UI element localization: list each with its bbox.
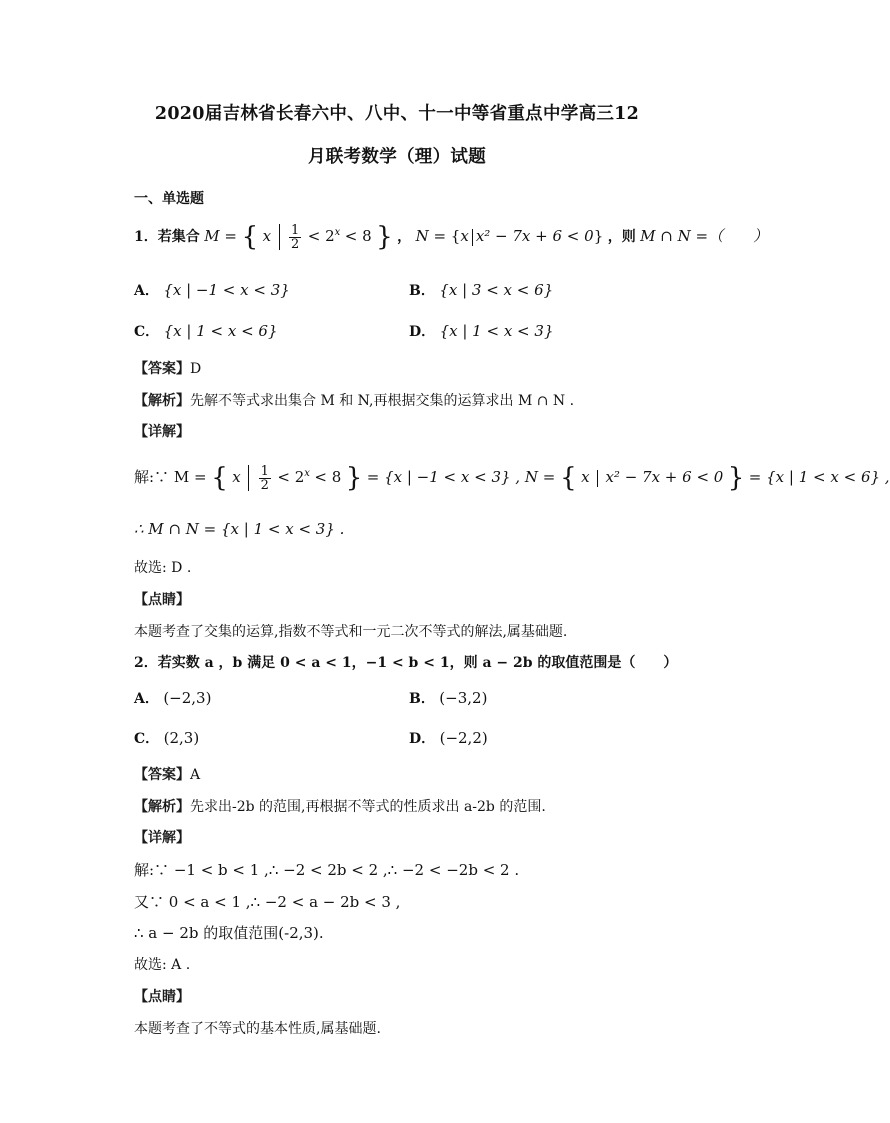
q1-set-m-bar [279, 224, 280, 250]
q2-solution-line2: 又∵ 0 < a < 1 ,∴ −2 < a − 2b < 3 , [134, 893, 401, 911]
q1-opt-a-text: {x | −1 < x < 3} [163, 281, 290, 299]
q1-opt-c-label: C． [134, 324, 160, 340]
q1-sol1-i: = {x | 1 < x < 6} , [748, 468, 890, 486]
q1-opt-b-text: {x | 3 < x < 6} [439, 281, 554, 299]
q1-option-a [134, 280, 290, 300]
q1-sol1-brace2-close: } [727, 463, 745, 493]
q2-opt-b-label: B． [409, 691, 435, 707]
q1-sol1-frac-num: 1 [260, 463, 269, 479]
q1-fraction [289, 224, 301, 251]
q1-comment-heading [134, 589, 190, 609]
q2-solution-line1: 解:∵ −1 < b < 1 ,∴ −2 < 2b < 2 ,∴ −2 < −2b < 2 . [134, 861, 520, 879]
q2-opt-b-text: (−3,2) [439, 689, 488, 707]
q1-sol1-d: x [304, 468, 310, 479]
q2-comment-heading [134, 986, 190, 1006]
q1-opt-c-text: {x | 1 < x < 6} [163, 322, 278, 340]
document-title-line2: 月联考数学（理）试题 [308, 147, 486, 167]
q1-set-m-sup: x [334, 227, 341, 238]
q1-set-n-var: x [460, 227, 469, 245]
q1-sep: ， [397, 229, 412, 245]
q1-brace-open: { [241, 222, 259, 252]
q2-opt-a-text: (−2,3) [163, 689, 212, 707]
q1-option-b [409, 280, 553, 300]
q1-answer [134, 358, 201, 378]
question-2-stem: 2．若实数 a ，b 满足 0 < a < 1，−1 < b < 1，则 a − 2b 的取值范围是（ ） [134, 655, 678, 671]
q1-sol1-bar2 [597, 470, 598, 487]
q1-sol1-c: < 2 [277, 468, 305, 486]
q1-set-m-ineq: < 2 [307, 227, 335, 245]
q2-option-a [134, 688, 211, 708]
q1-sol1-g: x [581, 468, 590, 486]
q2-detail-tag: 【 详解 】 [134, 830, 190, 846]
q1-option-d [409, 321, 554, 341]
q1-opt-d-text: {x | 1 < x < 3} [439, 322, 554, 340]
q1-set-n-body: x² − 7x + 6 < 0 [475, 227, 594, 245]
q1-opt-d-label: D． [409, 324, 436, 340]
q1-solution-line2: ∴ M ∩ N = {x | 1 < x < 3} . [134, 520, 345, 538]
q1-sol1-frac-den: 2 [260, 477, 269, 493]
q1-set-n-bar [472, 229, 473, 246]
q2-comment-text: 本题考查了不等式的基本性质,属基础题. [134, 1021, 381, 1037]
q1-sol1-brace2-open: { [560, 463, 577, 493]
q1-analysis-tag: 【 解析 】 [134, 393, 190, 409]
q1-sol1-bar [248, 465, 249, 491]
q2-analysis [134, 796, 546, 816]
q1-sol1-fraction [259, 465, 271, 492]
q2-analysis-tag: 【 解析 】 [134, 799, 190, 815]
document-title-line1: 2020届吉林省长春六中、八中、十一中等省重点中学高三12 [154, 104, 640, 124]
question-1-stem [134, 222, 768, 252]
q1-set-n-brace-open: { [450, 227, 461, 245]
q2-opt-d-text: (−2,2) [439, 729, 488, 747]
q2-opt-a-label: A． [134, 691, 159, 707]
q2-answer-value: A [190, 767, 201, 783]
q1-solution-line1 [134, 463, 890, 493]
q1-answer-tag: 【 答案 】 [134, 361, 190, 377]
q1-sol1-f: = {x | −1 < x < 3} , N = [366, 468, 561, 486]
q1-set-n-lhs: N = [415, 227, 451, 245]
q1-comment-text: 本题考查了交集的运算,指数不等式和一元二次不等式的解法,属基础题. [134, 624, 568, 640]
q1-ask: M ∩ N =（ ） [640, 227, 769, 245]
section-heading: 一、单选题 [134, 191, 204, 207]
q2-option-c [134, 728, 199, 748]
q1-solution-line3: 故选: D . [134, 560, 192, 576]
q1-comment-tag: 【 点睛 】 [134, 592, 190, 608]
q1-set-m-ineq2: < 8 [344, 227, 372, 245]
q1-detail-tag: 【 详解 】 [134, 424, 190, 440]
q1-answer-value: D [190, 361, 202, 377]
q1-frac-den: 2 [291, 236, 300, 252]
q1-sol1-a: 解:∵ M = [134, 468, 212, 486]
q2-opt-c-text: (2,3) [163, 729, 200, 747]
q1-prefix: 1．若集合 [134, 229, 200, 245]
q1-set-n-brace-close: } [593, 227, 604, 245]
q1-then: ，则 [607, 229, 636, 245]
q1-opt-b-label: B． [409, 283, 435, 299]
q1-brace-close: } [376, 222, 393, 252]
q2-solution-line4: 故选: A . [134, 957, 191, 973]
q2-option-b [409, 688, 487, 708]
q1-set-m-lhs: M = [204, 227, 242, 245]
q1-analysis [134, 390, 574, 410]
q1-sol1-e: < 8 [314, 468, 342, 486]
q1-analysis-text: 先解不等式求出集合 M 和 N,再根据交集的运算求出 M ∩ N . [190, 393, 575, 409]
q2-comment-tag: 【 点睛 】 [134, 989, 190, 1005]
q1-set-m-var: x [262, 227, 272, 245]
q2-opt-d-label: D． [409, 731, 436, 747]
q1-opt-a-label: A． [134, 283, 159, 299]
q1-detail-heading [134, 421, 190, 441]
q1-sol1-brace-open: { [211, 463, 228, 493]
q1-sol1-h: x² − 7x + 6 < 0 [605, 468, 724, 486]
q2-answer [134, 764, 200, 784]
q2-analysis-text: 先求出-2b 的范围,再根据不等式的性质求出 a-2b 的范围. [190, 799, 546, 815]
q1-frac-num: 1 [291, 222, 300, 238]
q1-sol1-brace-close: } [345, 463, 363, 493]
q2-option-d [409, 728, 488, 748]
q1-sol1-b: x [232, 468, 241, 486]
q2-detail-heading [134, 827, 190, 847]
q1-option-c [134, 321, 278, 341]
q2-answer-tag: 【 答案 】 [134, 767, 190, 783]
q2-opt-c-label: C． [134, 731, 160, 747]
q2-solution-line3: ∴ a − 2b 的取值范围(-2,3). [134, 924, 324, 942]
